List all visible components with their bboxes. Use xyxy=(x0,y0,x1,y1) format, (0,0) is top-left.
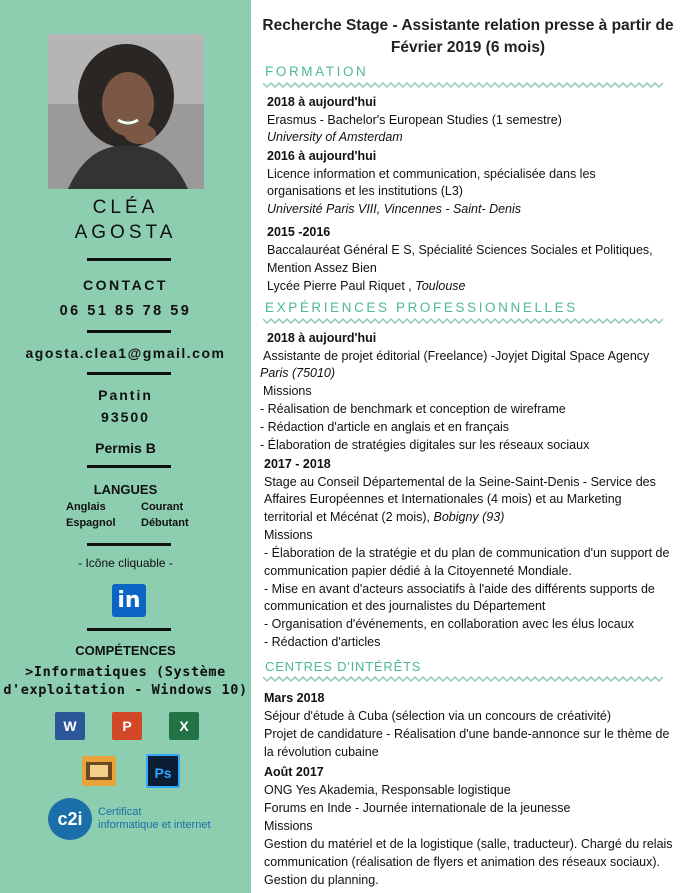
c2i-line: informatique et internet xyxy=(98,819,211,831)
divider xyxy=(87,372,171,375)
mission-item: - Organisation d'événements, en collaboration avec les élus locaux xyxy=(264,617,634,631)
formation-text: Licence information et communication, spécialisée dans les xyxy=(267,167,596,181)
language-name: Anglais xyxy=(66,501,106,513)
section-divider xyxy=(263,318,663,324)
divider xyxy=(87,330,171,333)
word-icon: W xyxy=(55,712,85,740)
language-name: Espagnol xyxy=(66,517,116,529)
interest-date: Août 2017 xyxy=(264,765,324,779)
section-title-interests: CENTRES D'INTÉRÊTS xyxy=(265,659,422,674)
email-address[interactable]: agosta.clea1@gmail.com xyxy=(25,345,226,361)
formation-school: Université Paris VIII, Vincennes - Saint- Denis xyxy=(267,202,522,216)
experience-place: Paris (75010) xyxy=(260,366,336,380)
skills-text: >Informatiques (Système xyxy=(25,664,226,680)
experience-date: 2018 à aujourd'hui xyxy=(267,331,377,345)
excel-icon: X xyxy=(169,712,199,740)
section-divider xyxy=(263,676,663,682)
interest-date: Mars 2018 xyxy=(264,691,325,705)
formation-text: Baccalauréat Général E S, Spécialité Sciences Sociales et Politiques, xyxy=(267,243,653,257)
missions-label: Missions xyxy=(264,528,313,542)
mission-item: - Élaboration de la stratégie et du plan de communication d'un support de xyxy=(264,546,670,560)
page-title xyxy=(251,15,685,59)
contact-title: CONTACT xyxy=(83,277,168,293)
photoshop-icon: Ps xyxy=(146,754,180,788)
experience-place: Bobigny (93) xyxy=(433,510,505,524)
skills-title: COMPÉTENCES xyxy=(75,643,176,658)
mission-item: communication et des journalistes du Département xyxy=(264,599,546,613)
title-line: Recherche Stage - Assistante relation presse à partir de xyxy=(262,17,674,34)
powerpoint-icon: P xyxy=(112,712,142,740)
experience-date: 2017 - 2018 xyxy=(264,457,331,471)
section-title-experiences: EXPÉRIENCES PROFESSIONNELLES xyxy=(265,300,578,315)
c2i-text xyxy=(98,806,238,832)
school-city: Toulouse xyxy=(415,279,466,293)
skills-text: d'exploitation - Windows 10) xyxy=(3,682,248,698)
linkedin-icon[interactable]: in xyxy=(112,584,146,617)
divider xyxy=(87,543,171,546)
formation-text: Mention Assez Bien xyxy=(267,261,377,275)
formation-school xyxy=(267,279,466,293)
profile-photo xyxy=(48,34,204,189)
interest-text: la révolution cubaine xyxy=(264,745,379,759)
experience-role: Assistante de projet éditorial (Freelance) -Joyjet Digital Space Agency xyxy=(263,349,650,363)
mission-item: - Élaboration de stratégies digitales sur les réseaux sociaux xyxy=(260,438,590,452)
mission-item: communication papier dédié à la Citoyenneté Mondiale. xyxy=(264,564,572,578)
section-divider xyxy=(263,82,663,88)
interest-text: Gestion du matériel et de la logistique (salle, traducteur). Chargé du relais xyxy=(264,837,673,851)
experience-text: Stage au Conseil Départemental de la Seine-Saint-Denis - Service des xyxy=(264,475,656,489)
section-title-formation: FORMATION xyxy=(265,64,369,79)
formation-date: 2016 à aujourd'hui xyxy=(267,149,377,163)
title-line: Février 2019 (6 mois) xyxy=(390,39,546,56)
interest-text: Gestion du planning. xyxy=(264,873,379,887)
formation-date: 2018 à aujourd'hui xyxy=(267,95,377,109)
interest-text: Projet de candidature - Réalisation d'une bande-annonce sur le thème de xyxy=(264,727,670,741)
language-level: Courant xyxy=(141,501,184,513)
mission-item: - Mise en avant d'acteurs associatifs à l'aide des différents supports de xyxy=(264,582,655,596)
divider xyxy=(87,628,171,631)
sidebar xyxy=(0,0,251,893)
mission-item: - Réalisation de benchmark et conception de wireframe xyxy=(260,402,566,416)
interest-text: communication (réalisation de flyers et animation des réseaux sociaux). xyxy=(264,855,661,869)
formation-text: organisations et les institutions (L3) xyxy=(267,184,463,198)
experience-text: Affaires Européennes et Internationales (4 mois) et au Marketing xyxy=(264,492,622,506)
formation-school: University of Amsterdam xyxy=(267,130,403,144)
divider xyxy=(87,258,171,261)
language-level: Débutant xyxy=(141,517,189,529)
city: Pantin xyxy=(98,387,153,403)
experience-text-part: territorial et Mécénat (2 mois), xyxy=(264,510,434,524)
driving-license: Permis B xyxy=(95,440,156,456)
experience-text xyxy=(264,510,504,524)
c2i-logo: c2i xyxy=(48,798,92,840)
clickable-note: - Icône cliquable - xyxy=(78,556,173,570)
interest-text: Forums en Inde - Journée internationale de la jeunesse xyxy=(264,801,571,815)
first-name: CLÉA xyxy=(92,197,159,218)
formation-date: 2015 -2016 xyxy=(267,225,331,239)
mission-item: - Rédaction d'articles xyxy=(264,635,381,649)
mission-item: - Rédaction d'article en anglais et en français xyxy=(260,420,510,434)
zip-code: 93500 xyxy=(101,409,150,425)
interest-text: Missions xyxy=(264,819,313,833)
phone-number: 06 51 85 78 59 xyxy=(59,303,192,319)
main-content xyxy=(251,0,685,893)
languages-title: LANGUES xyxy=(93,482,158,497)
divider xyxy=(87,465,171,468)
formation-text: Erasmus - Bachelor's European Studies (1 semestre) xyxy=(267,113,562,127)
last-name: AGOSTA xyxy=(74,222,177,243)
movie-maker-icon xyxy=(82,756,116,786)
missions-label: Missions xyxy=(263,384,312,398)
interest-text: ONG Yes Akademia, Responsable logistique xyxy=(264,783,511,797)
school-name: Lycée Pierre Paul Riquet , xyxy=(267,279,416,293)
c2i-line: Certificat xyxy=(98,806,142,818)
interest-text: Séjour d'étude à Cuba (sélection via un concours de créativité) xyxy=(264,709,612,723)
